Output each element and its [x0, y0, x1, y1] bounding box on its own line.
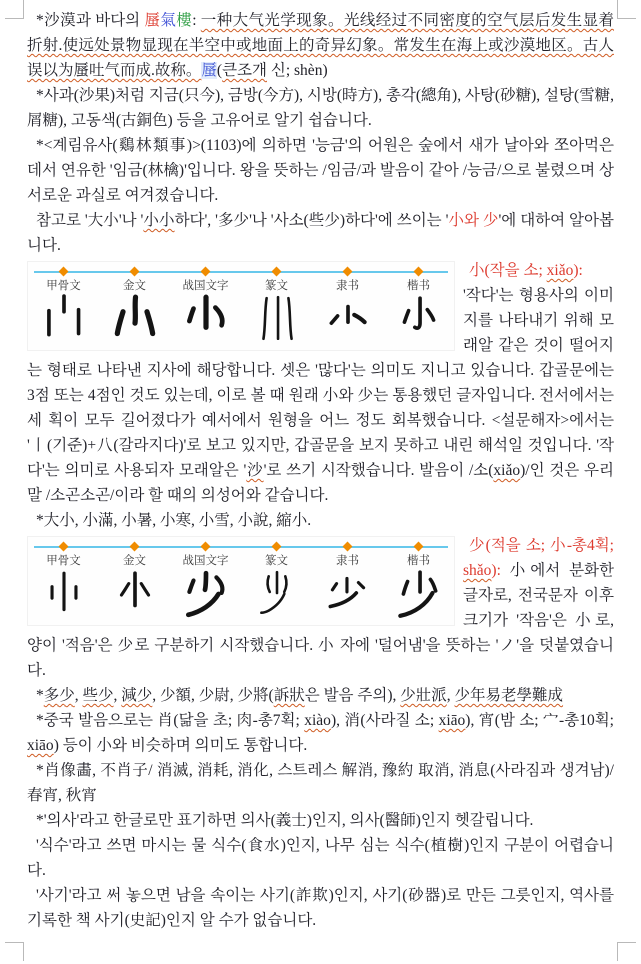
text-run: 큰조개: [222, 62, 267, 79]
script-column: [28, 539, 99, 625]
paragraph: [27, 683, 614, 708]
text-run: *중국 발음으로는 肖(닮을 초; 肉-총7획;: [36, 712, 305, 729]
timeline-marker-icon: [414, 542, 424, 552]
shao-jinwen-icon: [105, 568, 165, 620]
text-run: 沙: [246, 462, 264, 479]
page-corner-mark-bottom-left: [5, 942, 24, 961]
timeline-line: [34, 546, 448, 548]
xiao-lishu-icon: [318, 293, 378, 345]
text-run: ,: [74, 687, 83, 704]
page-corner-mark-bottom-right: [617, 942, 636, 961]
text-run: 蜃: [201, 62, 217, 79]
text-run: 多少: [43, 687, 75, 704]
text-run: 신; shèn): [267, 62, 328, 79]
script-era-label: 甲骨文: [46, 555, 81, 567]
text-run: )/인 것은 우리말 /소곤소곤/이라 할 때의 의성어와 같습니다.: [27, 462, 614, 504]
text-run: *: [36, 687, 44, 704]
shao-kaishu-icon: [389, 568, 449, 620]
text-run: xiǎo: [493, 462, 521, 479]
xiao-jiaguwen-icon: [34, 293, 94, 345]
text-run: 小에서 분화한 글자로, 전국문자 이후 크기가 '작음'은 小로, 양이 '적음'은 少로 구분하기 시작했습니다. 小 자에 '덜어냄'을 뜻하는 'ノ'을 덧붙였습니다.: [27, 562, 614, 679]
paragraph: [27, 708, 614, 758]
text-run: '로 쓰기 시작했습니다. 발음이 /소(: [263, 462, 494, 479]
script-era-label: 篆文: [265, 280, 288, 292]
page-corner-mark-top-right: [617, 0, 636, 19]
text-run: :: [192, 12, 201, 29]
script-column: [241, 264, 312, 350]
xiao-zhuanwen-icon: [247, 293, 307, 345]
script-era-label: 楷书: [407, 555, 430, 567]
text-run: 樓: [176, 12, 193, 29]
paragraph: [27, 8, 614, 83]
script-era-label: 隶书: [336, 555, 359, 567]
shao-zhuanwen-icon: [247, 568, 307, 620]
text-run: *肖像畵, 不肖子/ 消滅, 消耗, 消化, 스트레스 解消, 豫約 取消, 消息(사라짐과 생겨남)/ 春宵, 秋宵: [27, 762, 614, 804]
script-evolution-section: [27, 533, 614, 683]
paragraph: [27, 83, 614, 133]
text-run: 一种大气光学现象。光线经过不同密度的空气层后发生显着折射.使远处景物显现在半空中或地面上的奇异幻象。常发生在海上或沙漠地区。古人误以为蜃吐气而成.故称。: [27, 12, 614, 79]
text-run: ), 消(사라질 소;: [330, 712, 439, 729]
script-column: [383, 539, 454, 625]
paragraph: [27, 208, 614, 258]
script-era-label: 金文: [123, 555, 146, 567]
script-column: [383, 264, 454, 350]
script-column: [312, 539, 383, 625]
text-run: *沙漠과 바다의: [36, 12, 145, 29]
script-columns: [28, 537, 454, 625]
text-run: 하다', '多少'나 '사소(些少)하다'에 쓰이는 ': [174, 212, 449, 229]
paragraph: [27, 758, 614, 808]
script-evolution-section: [27, 258, 614, 508]
script-era-label: 甲骨文: [46, 280, 81, 292]
text-run: ), 宵(밤 소; 宀-총10획;: [465, 712, 614, 729]
script-era-label: 战国文字: [182, 280, 229, 292]
timeline-marker-icon: [201, 542, 211, 552]
text-run: '작다'는 형용사의 이미지를 나타내기 위해 모래알 같은 것이 떨어지는 형태로 나타낸 지사에 해당합니다. 셋은 '많다'는 의미도 지니고 있습니다. 갑골문에는 3점 또는 4점인 것도 있는데, 이로 볼 때 원래 小와 少는 통용했던 글자입니다. 전서에서는 세 획이 모두 길어졌다가 예서에서 원형을 어느 정도 회복했습니다. <설문해자>에서는 '丨(기준)+八(갈라지다)'로 보고 있지만, 갑골문을 보지 못하고 내린 해석일 것입니다. '작다'는 의미로 사용되자 모래알은 ': [27, 287, 614, 479]
text-run: 蜃: [144, 12, 161, 29]
text-run: 少壯派: [400, 687, 447, 704]
text-run: 少年易老學難成: [454, 687, 564, 704]
text-run: ,: [446, 687, 455, 704]
timeline-marker-icon: [201, 267, 211, 277]
text-run: (: [216, 62, 223, 79]
text-run: ):: [573, 262, 583, 279]
paragraph: [27, 508, 614, 533]
script-column: [99, 539, 170, 625]
paragraph: [27, 808, 614, 833]
script-column: [241, 539, 312, 625]
text-run: 少(적을 소; 小-총4획;: [469, 537, 614, 554]
text-run: *사과(沙果)처럼 지금(只今), 금방(今方), 시방(時方), 총각(總角), 사탕(砂糖), 설탕(雪糖, 屑糖), 고동색(古銅色) 등을 고유어로 알기 쉽습니다.: [27, 87, 614, 129]
timeline-marker-icon: [343, 542, 353, 552]
text-run: *'의사'라고 한글로만 표기하면 의사(義士)인지, 의사(醫師)인지 헷갈립니다.: [36, 812, 534, 829]
script-column: [99, 264, 170, 350]
text-run: *大小, 小滿, 小暑, 小寒, 小雪, 小說, 縮小.: [36, 512, 312, 529]
timeline-marker-icon: [59, 542, 69, 552]
paragraph: [27, 833, 614, 883]
script-column: [28, 264, 99, 350]
timeline-marker-icon: [130, 267, 140, 277]
text-run: 些少: [82, 687, 114, 704]
text-run: , 少額, 少尉, 少將(: [152, 687, 274, 704]
timeline-marker-icon: [343, 267, 353, 277]
script-era-label: 楷书: [407, 280, 430, 292]
page-corner-mark-top-left: [5, 0, 24, 19]
shao-lishu-icon: [318, 568, 378, 620]
script-era-label: 战国文字: [182, 555, 229, 567]
script-column: [170, 264, 241, 350]
timeline-marker-icon: [272, 267, 282, 277]
text-run: xiǎo: [546, 262, 574, 279]
text-run: xiāo: [438, 712, 466, 729]
shao-zhanguo-icon: [176, 568, 236, 620]
text-run: 小와 少: [448, 212, 499, 229]
script-era-label: 隶书: [336, 280, 359, 292]
paragraph: [27, 133, 614, 208]
paragraph: [27, 883, 614, 933]
text-run: ,: [113, 687, 122, 704]
text-run: 氣: [160, 12, 177, 29]
xiao-jinwen-icon: [105, 293, 165, 345]
text-run: ) 등이 小와 비슷하며 의미도 통합니다.: [53, 737, 308, 754]
evolution-of-shao-figure: [27, 536, 455, 626]
timeline-marker-icon: [272, 542, 282, 552]
script-era-label: 篆文: [265, 555, 288, 567]
script-columns: [28, 262, 454, 350]
timeline-marker-icon: [414, 267, 424, 277]
document-body: [27, 8, 614, 933]
text-run: '에 대하여 알아봅니다.: [27, 212, 614, 254]
text-run: xiào: [304, 712, 331, 729]
text-run: 小小: [143, 212, 175, 229]
timeline-marker-icon: [59, 267, 69, 277]
script-column: [312, 264, 383, 350]
text-run: 訴狀: [273, 687, 305, 704]
xiao-kaishu-icon: [389, 293, 449, 345]
text-run: 小(작을 소;: [469, 262, 547, 279]
script-era-label: 金文: [123, 280, 146, 292]
text-run: shǎo: [463, 562, 492, 579]
text-run: *<계림유사(鷄林類事)>(1103)에 의하면 '능금'의 어원은 숲에서 새가 날아와 쪼아먹은 데서 연유한 '임금(林檎)'입니다. 왕을 뜻하는 /임금/과 발음이 같아 /능금/으로 불렸으며 상서로운 과실로 여겨졌습니다.: [27, 137, 614, 204]
text-run: 참고로 '大小'나 ': [36, 212, 144, 229]
shao-jiaguwen-icon: [34, 568, 94, 620]
text-run: 減少: [121, 687, 153, 704]
script-column: [170, 539, 241, 625]
text-run: xiāo: [27, 737, 54, 754]
text-run: '식수'라고 쓰면 마시는 물 식수(食水)인지, 나무 심는 식수(植樹)인지 구분이 어렵습니다.: [27, 837, 614, 879]
timeline-line: [34, 271, 448, 273]
text-run: '사기'라고 써 놓으면 남을 속이는 사기(詐欺)인지, 사기(砂器)로 만든 그릇인지, 역사를 기록한 책 사기(史記)인지 알 수가 없습니다.: [27, 887, 614, 929]
xiao-zhanguo-icon: [176, 293, 236, 345]
evolution-of-xiao-figure: [27, 261, 455, 351]
timeline-marker-icon: [130, 542, 140, 552]
text-run: ):: [491, 562, 501, 579]
text-run: 은 발음 주의),: [304, 687, 401, 704]
